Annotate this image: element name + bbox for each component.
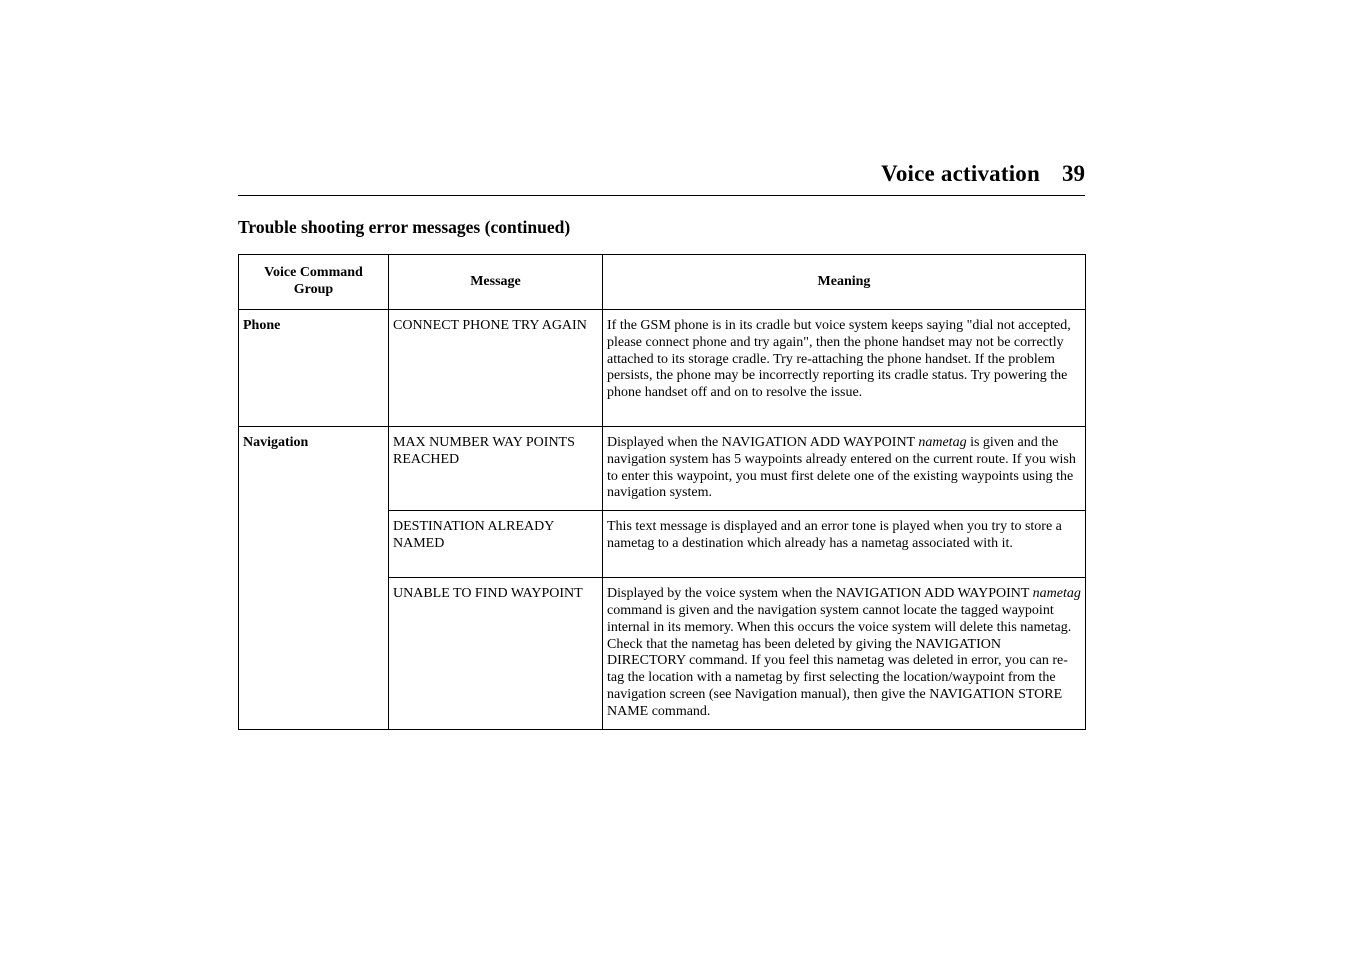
meaning-text: is given and the navigation system has 5 waypoints already entered on the current route. If you wish to enter this waypoint, you must first delete one of the existing waypoints using the navigation system.: [607, 435, 1076, 501]
meaning-cell: If the GSM phone is in its cradle but voice system keeps saying "dial not accepted, please connect phone and try again", then the phone handset may not be correctly attached to its storage cradle. Try re-attaching the phone handset. If the problem persists, the phone may be incorrectly reporting its cradle status. Try powering the phone handset off and on to resolve the issue.: [603, 310, 1086, 427]
header-message: Message: [389, 255, 603, 310]
group-cell-navigation: Navigation: [239, 427, 389, 730]
meaning-cell: [603, 427, 1086, 511]
table-row: [239, 310, 1086, 427]
error-messages-table: [238, 254, 1086, 730]
page-header: [238, 158, 1085, 196]
header-meaning: Meaning: [603, 255, 1086, 310]
message-cell: CONNECT PHONE TRY AGAIN: [389, 310, 603, 427]
header-voice-command-group: Voice Command Group: [239, 255, 389, 310]
meaning-cell: [603, 578, 1086, 729]
meaning-text: Displayed when the NAVIGATION ADD WAYPOINT: [607, 435, 919, 450]
meaning-cell: This text message is displayed and an error tone is played when you try to store a nametag to a destination which already has a nametag associated with it.: [603, 511, 1086, 578]
meaning-text: Displayed by the voice system when the NAVIGATION ADD WAYPOINT: [607, 586, 1033, 602]
message-cell: MAX NUMBER WAY POINTS REACHED: [389, 427, 603, 511]
table-row: [239, 427, 1086, 511]
meaning-italic-text: nametag: [918, 435, 967, 450]
meaning-italic-text: nametag: [1032, 586, 1081, 602]
message-cell: DESTINATION ALREADY NAMED: [389, 511, 603, 578]
page-title: Voice activation: [881, 161, 1040, 186]
meaning-text: command is given and the navigation system cannot locate the tagged waypoint internal in its memory. When this occurs the voice system will delete this nametag. Check that the nametag has been deleted by giving the NAVIGATION DIRECTORY command. If you feel this nametag was deleted in error, you can re-tag the location with a nametag by first selecting the location/waypoint from the navigation screen (see Navigation manual), then give the NAVIGATION STORE NAME command.: [607, 602, 1072, 719]
group-cell-phone: Phone: [239, 310, 389, 427]
table-header-row: [239, 255, 1086, 310]
page-number: 39: [1062, 161, 1085, 186]
message-cell: UNABLE TO FIND WAYPOINT: [389, 578, 603, 729]
section-title: Trouble shooting error messages (continued): [238, 217, 571, 237]
